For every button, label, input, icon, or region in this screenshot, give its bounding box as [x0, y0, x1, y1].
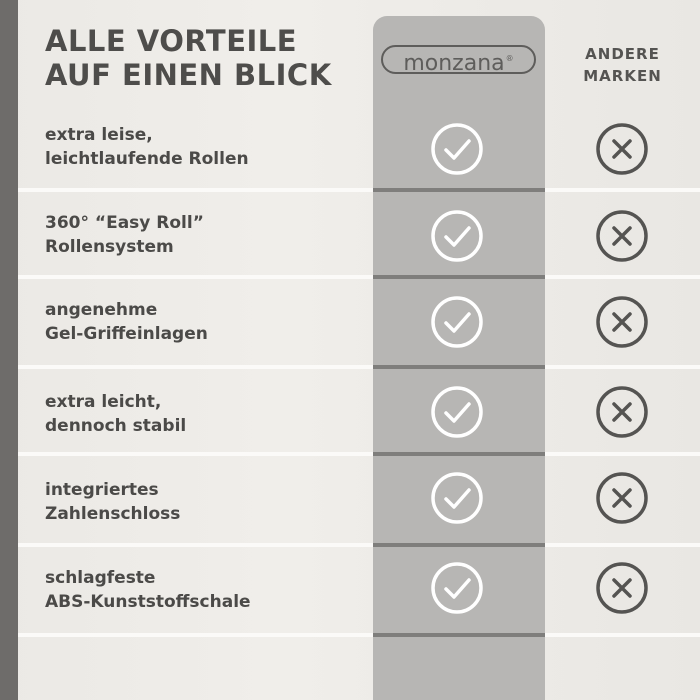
feature-label-line-1: extra leise, — [45, 125, 153, 145]
cross-icon — [595, 209, 649, 263]
check-icon — [430, 295, 484, 349]
feature-label-line-1: integriertes — [45, 480, 159, 500]
feature-label — [45, 478, 365, 526]
brand-logo — [381, 45, 536, 74]
feature-label — [45, 390, 365, 438]
feature-label-line-2: dennoch stabil — [45, 416, 187, 436]
cross-icon — [595, 385, 649, 439]
other-brands-header — [560, 43, 685, 87]
row-divider — [18, 188, 700, 192]
cross-icon — [595, 295, 649, 349]
check-icon — [430, 209, 484, 263]
feature-label-line-1: angenehme — [45, 300, 158, 320]
brand-logo-text: monzana — [403, 51, 505, 76]
cross-icon — [595, 471, 649, 525]
registered-mark: ® — [505, 54, 514, 63]
check-icon — [430, 561, 484, 615]
page-title — [45, 24, 375, 92]
other-brands-line-1: ANDERE — [585, 45, 660, 63]
row-divider — [18, 275, 700, 279]
page-title-line-2: AUF EINEN BLICK — [45, 58, 332, 92]
feature-label-line-1: extra leicht, — [45, 392, 162, 412]
feature-label-line-1: schlagfeste — [45, 568, 156, 588]
check-icon — [430, 471, 484, 525]
feature-label — [45, 298, 365, 346]
feature-label — [45, 211, 365, 259]
row-divider — [18, 365, 700, 369]
feature-label-line-2: ABS-Kunststoffschale — [45, 592, 251, 612]
feature-label — [45, 566, 365, 614]
feature-label-line-2: leichtlaufende Rollen — [45, 149, 249, 169]
page-title-line-1: ALLE VORTEILE — [45, 24, 298, 58]
check-icon — [430, 385, 484, 439]
feature-label-line-2: Zahlenschloss — [45, 504, 181, 524]
check-icon — [430, 122, 484, 176]
cross-icon — [595, 561, 649, 615]
other-brands-line-2: MARKEN — [583, 67, 662, 85]
cross-icon — [595, 122, 649, 176]
feature-label-line-1: 360° “Easy Roll” — [45, 213, 204, 233]
row-divider — [18, 633, 700, 637]
feature-label-line-2: Gel-Griffeinlagen — [45, 324, 208, 344]
feature-label-line-2: Rollensystem — [45, 237, 174, 257]
feature-label — [45, 123, 365, 171]
row-divider — [18, 543, 700, 547]
row-divider — [18, 452, 700, 456]
left-accent-bar — [0, 0, 18, 700]
